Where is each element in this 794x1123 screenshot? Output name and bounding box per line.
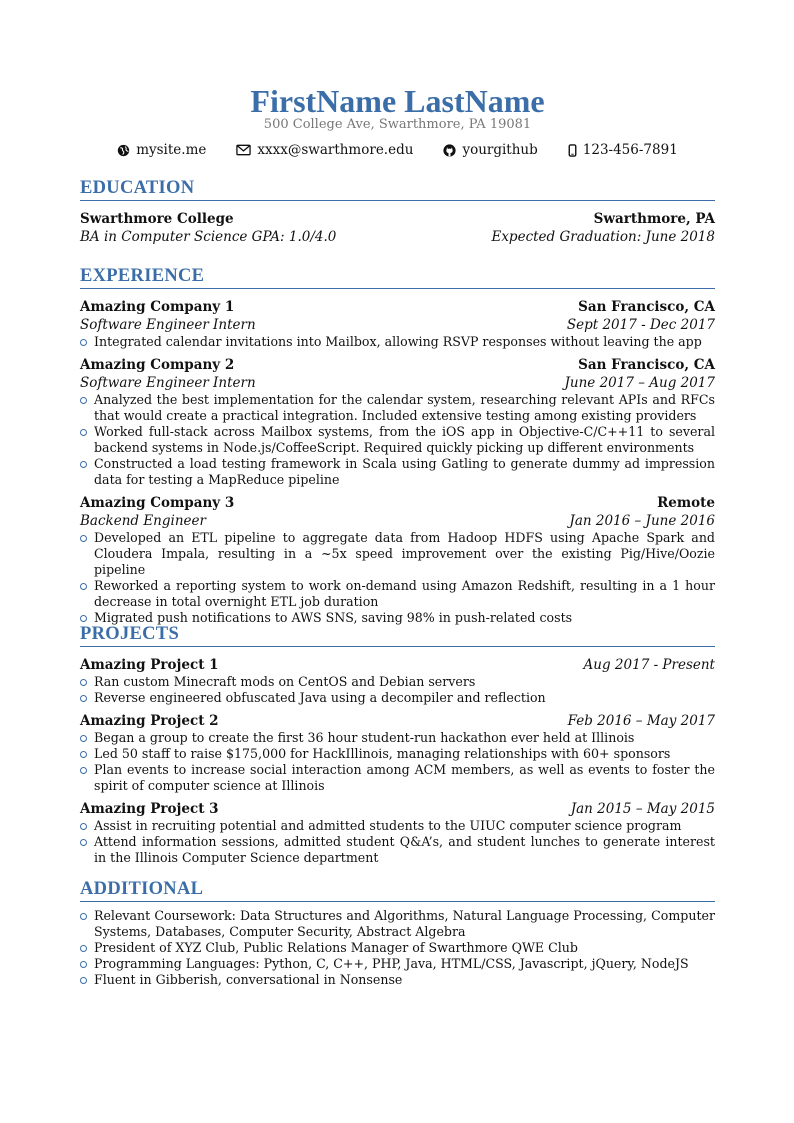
email-text: xxxx@swarthmore.edu: [257, 142, 414, 158]
bullet-item: Developed an ETL pipeline to aggregate data from Hadoop HDFS using Apache Spark and Cloudera Impala, resulting in a ~5x speed improvement over the existing Pig/Hive/Oozie pipeline: [80, 530, 715, 578]
contact-bar: [80, 141, 715, 159]
circle-bullet-icon: [80, 695, 87, 702]
mobile-phone-icon: [568, 144, 577, 157]
circle-bullet-icon: [80, 429, 87, 436]
circle-bullet-icon: [80, 461, 87, 468]
project-entry: [80, 800, 715, 866]
circle-bullet-icon: [80, 735, 87, 742]
circle-bullet-icon: [80, 945, 87, 952]
envelope-icon: [236, 144, 251, 156]
job-dates: June 2017 – Aug 2017: [564, 375, 715, 391]
website-text: mysite.me: [136, 142, 207, 158]
bullet-item: Programming Languages: Python, C, C++, PHP, Java, HTML/CSS, Javascript, jQuery, NodeJS: [80, 956, 715, 972]
bullet-item: Integrated calendar invitations into Mailbox, allowing RSVP responses without leaving the app: [80, 334, 715, 350]
project-dates: Feb 2016 – May 2017: [567, 713, 715, 729]
bullet-item: Led 50 staff to raise $175,000 for HackIllinois, managing relationships with 60+ sponsors: [80, 746, 715, 762]
circle-bullet-icon: [80, 339, 87, 346]
job-entry: [80, 298, 715, 350]
job-dates: Sept 2017 - Dec 2017: [566, 317, 715, 333]
project-name: Amazing Project 1: [80, 657, 219, 673]
job-entry: [80, 494, 715, 626]
bullet-item: Ran custom Minecraft mods on CentOS and Debian servers: [80, 674, 715, 690]
section-title-projects: PROJECTS: [80, 623, 715, 647]
bullet-item: Attend information sessions, admitted student Q&A’s, and student lunches to generate interest in the Illinois Computer Science department: [80, 834, 715, 866]
bullet-item: Constructed a load testing framework in Scala using Gatling to generate dummy ad impression data for testing a MapReduce pipeline: [80, 456, 715, 488]
resume-address: 500 College Ave, Swarthmore, PA 19081: [263, 117, 532, 132]
bullet-item: Worked full-stack across Mailbox systems, from the iOS app in Objective-C/C++11 to several backend systems in Node.js/CoffeeScript. Required quickly picking up different environments: [80, 424, 715, 456]
project-dates: Aug 2017 - Present: [583, 657, 715, 673]
job-location: Remote: [657, 495, 715, 511]
company-name: Amazing Company 1: [80, 299, 235, 315]
circle-bullet-icon: [80, 823, 87, 830]
project-entry: [80, 712, 715, 794]
circle-bullet-icon: [80, 977, 87, 984]
graduation-date: Expected Graduation: June 2018: [491, 229, 715, 245]
globe-icon: [117, 144, 130, 157]
job-dates: Jan 2016 – June 2016: [569, 513, 715, 529]
contact-email[interactable]: [236, 141, 413, 159]
bullet-item: Reverse engineered obfuscated Java using a decompiler and reflection: [80, 690, 715, 706]
job-role: Software Engineer Intern: [80, 375, 256, 391]
project-entry: [80, 656, 715, 706]
phone-text: 123-456-7891: [582, 142, 678, 158]
experience-section: [80, 265, 715, 626]
school-name: Swarthmore College: [80, 211, 234, 227]
circle-bullet-icon: [80, 751, 87, 758]
contact-website[interactable]: [117, 141, 206, 159]
bullet-item: Reworked a reporting system to work on-demand using Amazon Redshift, resulting in a 1 hour decrease in total overnight ETL job duration: [80, 578, 715, 610]
circle-bullet-icon: [80, 961, 87, 968]
bullet-item: Migrated push notifications to AWS SNS, saving 98% in push-related costs: [80, 610, 715, 626]
project-name: Amazing Project 2: [80, 713, 219, 729]
company-name: Amazing Company 3: [80, 495, 235, 511]
bullet-item: Relevant Coursework: Data Structures and Algorithms, Natural Language Processing, Computer Systems, Databases, Computer Security, Abstract Algebra: [80, 908, 715, 940]
section-title-experience: EXPERIENCE: [80, 265, 715, 289]
contact-github[interactable]: [443, 141, 537, 159]
degree: BA in Computer Science GPA: 1.0/4.0: [80, 229, 337, 245]
job-role: Software Engineer Intern: [80, 317, 256, 333]
job-role: Backend Engineer: [80, 513, 206, 529]
projects-section: [80, 623, 715, 866]
circle-bullet-icon: [80, 839, 87, 846]
job-location: San Francisco, CA: [578, 299, 715, 315]
bullet-item: Fluent in Gibberish, conversational in Nonsense: [80, 972, 715, 988]
education-section: [80, 177, 715, 246]
github-icon: [443, 144, 456, 157]
bullet-item: President of XYZ Club, Public Relations Manager of Swarthmore QWE Club: [80, 940, 715, 956]
circle-bullet-icon: [80, 615, 87, 622]
bullet-item: Began a group to create the first 36 hour student-run hackathon ever held at Illinois: [80, 730, 715, 746]
project-dates: Jan 2015 – May 2015: [570, 801, 715, 817]
company-name: Amazing Company 2: [80, 357, 235, 373]
job-location: San Francisco, CA: [578, 357, 715, 373]
school-location: Swarthmore, PA: [593, 211, 715, 227]
circle-bullet-icon: [80, 913, 87, 920]
circle-bullet-icon: [80, 535, 87, 542]
bullet-item: Assist in recruiting potential and admitted students to the UIUC computer science program: [80, 818, 715, 834]
circle-bullet-icon: [80, 679, 87, 686]
resume-name: FirstName LastName: [250, 83, 545, 119]
circle-bullet-icon: [80, 583, 87, 590]
circle-bullet-icon: [80, 767, 87, 774]
bullet-item: Analyzed the best implementation for the calendar system, researching relevant APIs and RFCs that would create a practical integration. Included extensive testing among existing providers: [80, 392, 715, 424]
section-title-additional: ADDITIONAL: [80, 878, 715, 902]
circle-bullet-icon: [80, 397, 87, 404]
project-name: Amazing Project 3: [80, 801, 219, 817]
contact-phone[interactable]: [568, 141, 678, 159]
additional-section: [80, 878, 715, 988]
section-title-education: EDUCATION: [80, 177, 715, 201]
job-entry: [80, 356, 715, 488]
github-text: yourgithub: [462, 142, 538, 158]
bullet-item: Plan events to increase social interaction among ACM members, as well as events to foster the spirit of computer science at Illinois: [80, 762, 715, 794]
